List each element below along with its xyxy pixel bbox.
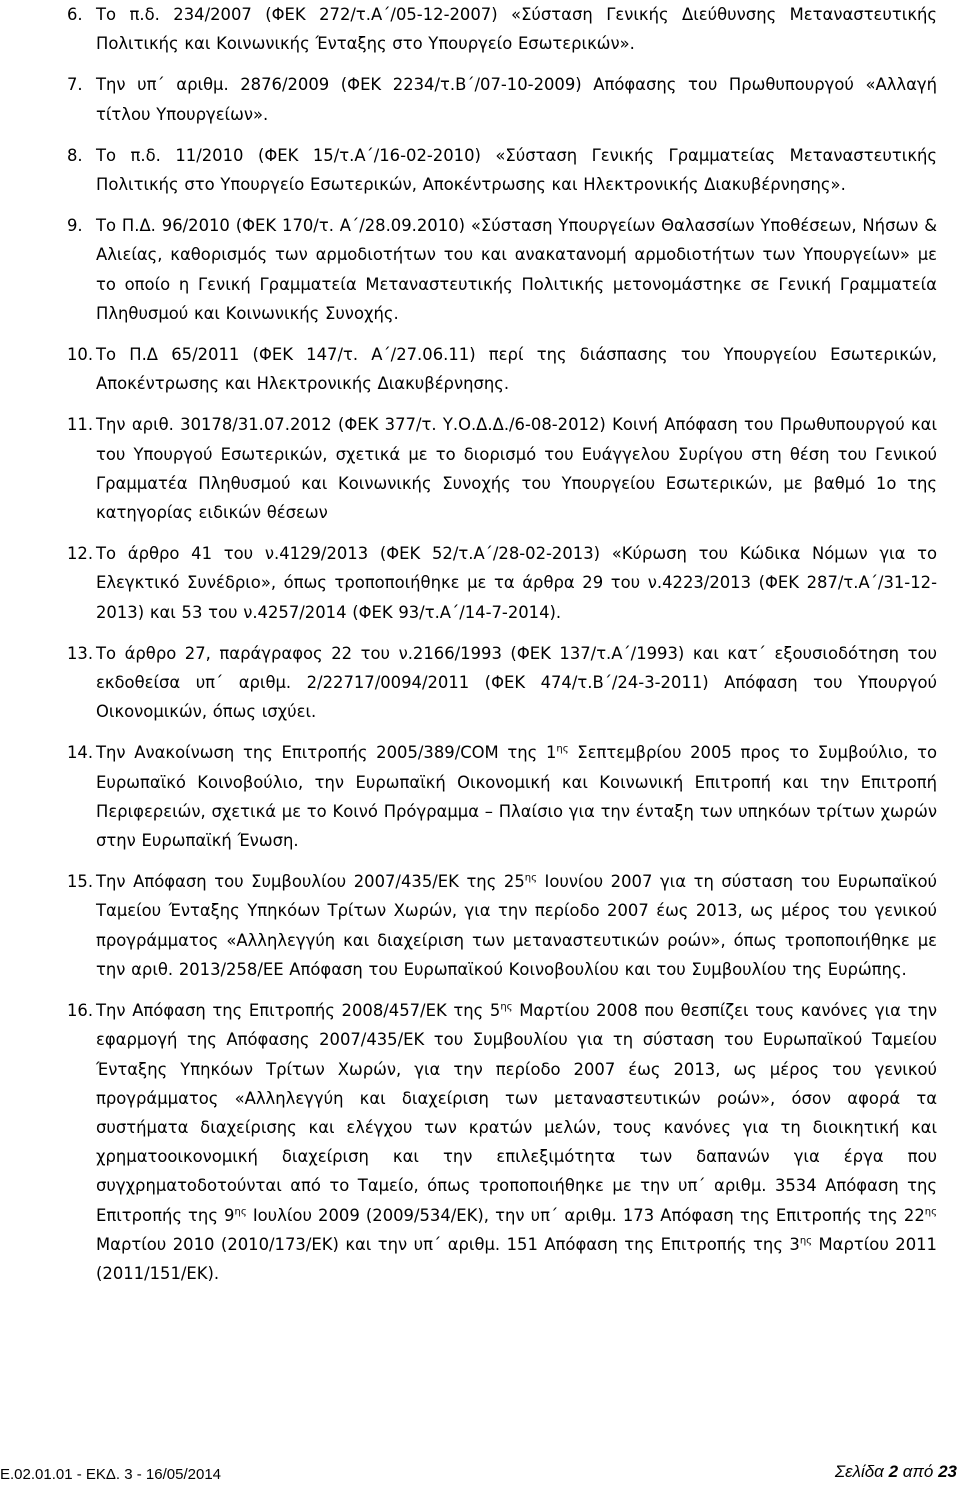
item-text-rest: Σεπτεμβρίου 2005 προς το Συμβούλιο, το Ευρωπαϊκό Κοινοβούλιο, την Ευρωπαϊκή Οικονομική και Κοινωνική Επιτροπή και την Επιτροπή Περιφερειών, σχετικά με το Κοινό Πρόγραμμα – Πλαίσιο για την ένταξη των υπηκόων τρίτων χωρών στην Ευρωπαϊκή Ένωση. [96,743,937,851]
item-number: 11. [67,415,94,435]
page-number: 2 [888,1462,899,1481]
item-number: 16. [67,1001,94,1021]
page-total: 23 [938,1462,957,1481]
item-text: Την αριθ. 30178/31.07.2012 (ΦΕΚ 377/τ. Υ.Ο.Δ.Δ./6-08-2012) Κοινή Απόφαση του Πρωθυπουργού και του Υπουργού Εσωτερικών, σχετικά με το διορισμό του Ευάγγελου Συρίγου στη θέση του Γενικού Γραμματέα Πληθυσμού και Κοινωνικής Συνοχής του Υπουργείου Εσωτερικών, με βαθμό 1ο της κατηγορίας ειδικών θέσεων [96,415,937,523]
item-text [94,738,937,855]
list-item [67,539,937,627]
list-item [67,340,937,398]
item-text: Το π.δ. 11/2010 (ΦΕΚ 15/τ.Α΄/16-02-2010) «Σύσταση Γενικής Γραμματείας Μεταναστευτικής Πολιτικής στο Υπουργείο Εσωτερικών, Αποκέντρωσης και Ηλεκτρονικής Διακυβέρνησης». [96,145,937,195]
ordinal-suffix: ης [924,1206,937,1218]
item-text: Την υπ΄ αριθμ. 2876/2009 (ΦΕΚ 2234/τ.Β΄/07-10-2009) Απόφασης του Πρωθυπουργού «Αλλαγή τίτλου Υπουργείων». [96,75,937,124]
item-text [94,996,937,1288]
item-text-lead: Την Ανακοίνωση της Επιτροπής 2005/389/COM της 1 [96,743,557,763]
list-item [67,639,937,727]
item-text-rest: Ιουνίου 2007 για τη σύσταση του Ευρωπαϊκού Ταμείου Ένταξης Υπηκόων Τρίτων Χωρών, για την περίοδο 2007 έως 2013, ως μέρος του γενικού προγράμματος «Αλληλεγγύη και διαχείριση των μεταναστευτικών ροών», όπως τροποποιήθηκε με την αριθ. 2013/258/ΕΕ Απόφαση του Ευρωπαϊκού Κοινοβουλίου και του Συμβουλίου της Ευρώπης. [96,872,938,979]
item-text: Το Π.Δ. 96/2010 (ΦΕΚ 170/τ. Α΄/28.09.2010) «Σύσταση Υπουργείων Θαλασσίων Υποθέσεων, Νήσων & Αλιείας, καθορισμός των αρμοδιοτήτων του και ανακατανομή αρμοδιοτήτων των Υπουργείων» με το οποίο η Γενική Γραμματεία Μεταναστευτικής Πολιτικής μετονομάστηκε σε Γενική Γραμματεία Πληθυσμού και Κοινωνικής Συνοχής. [96,216,937,323]
document-body [67,0,937,1288]
ordinal-suffix: ης [234,1206,247,1218]
item-number: 10. [67,345,94,365]
item-number: 13. [67,643,94,663]
list-item [67,70,937,128]
item-text-lead: Την Απόφαση της Επιτροπής 2008/457/ΕΚ της 5 [96,1001,501,1021]
ordinal-suffix: ης [524,872,537,884]
document-code: Ε.02.01.01 - ΕΚΔ. 3 - 16/05/2014 [0,1466,222,1483]
list-item [67,211,937,328]
list-item [67,0,937,58]
item-number: 8. [67,145,83,165]
item-text [94,867,937,984]
item-text-rest: Ιουλίου 2009 (2009/534/ΕΚ), την υπ΄ αριθμ. 173 Απόφαση της Επιτροπής της 22 [246,1205,925,1225]
item-number: 15. [67,872,94,892]
of-word: από [902,1462,934,1481]
list-item [67,867,937,984]
list-item [67,410,937,527]
page-indicator [835,1462,957,1482]
list-item [67,996,937,1288]
ordinal-suffix: ης [799,1235,813,1247]
page-word: Σελίδα [834,1462,884,1481]
ordinal-suffix: ης [556,744,569,755]
item-text: Το Π.Δ 65/2011 (ΦΕΚ 147/τ. Α΄/27.06.11) περί της διάσπασης του Υπουργείου Εσωτερικών, Αποκέντρωσης και Ηλεκτρονικής Διακυβέρνησης. [96,345,937,394]
item-text: Το άρθρο 27, παράγραφος 22 του ν.2166/1993 (ΦΕΚ 137/τ.Α΄/1993) και κατ΄ εξουσιοδότηση του εκδοθείσα υπ΄ αριθμ. 2/22717/0094/2011 (ΦΕΚ 474/τ.Β΄/24-3-2011) Απόφαση του Υπουργού Οικονομικών, όπως ισχύει. [96,643,937,722]
item-number: 7. [67,75,83,95]
item-text: Το άρθρο 41 του ν.4129/2013 (ΦΕΚ 52/τ.Α΄/28-02-2013) «Κύρωση του Κώδικα Νόμων για το Ελεγκτικό Συνέδριο», όπως τροποποιήθηκε με τα άρθρα 29 του ν.4223/2013 (ΦΕΚ 287/τ.Α΄/31-12-2013) και 53 του ν.4257/2014 (ΦΕΚ 93/τ.Α΄/14-7-2014). [96,544,937,622]
page-footer [0,1462,960,1488]
item-text-rest: Μαρτίου 2010 (2010/173/ΕΚ) και την υπ΄ αριθμ. 151 Απόφαση της Επιτροπής της 3 [96,1234,800,1254]
list-item [67,141,937,199]
ordinal-suffix: ης [500,1001,513,1013]
item-number: 6. [67,5,83,24]
item-text-rest: Μαρτίου 2008 που θεσπίζει τους κανόνες για την εφαρμογή της Απόφασης 2007/435/ΕΚ του Συμβουλίου για τη σύσταση του Ευρωπαϊκού Ταμείου Ένταξης Υπηκόων Τρίτων Χωρών, για την περίοδο 2007 έως 2013, ως μέρος του γενικού προγράμματος «Αλληλεγγύη και διαχείριση των μεταναστευτικών ροών», όσον αφορά τα συστήματα διαχείρισης και ελέγχου των κρατών μελών, τους κανόνες για τη διοικητική και χρηματοοικονομική διαχείριση και την επιλεξιμότητα των δαπανών για έργα που συγχρηματοδοτούνται από το Ταμείο, όπως τροποποιήθηκε με την υπ΄ αριθμ. 3534 Απόφαση της Επιτροπής της 9 [96,1001,937,1225]
list-item [67,738,937,855]
item-text-rest: Μαρτίου 2011 (2011/151/ΕΚ). [96,1234,937,1283]
item-text-lead: Την Απόφαση του Συμβουλίου 2007/435/ΕΚ της 25 [96,872,525,892]
item-number: 12. [67,544,94,564]
item-text: Το π.δ. 234/2007 (ΦΕΚ 272/τ.Α΄/05-12-2007) «Σύσταση Γενικής Διεύθυνσης Μεταναστευτικής Πολιτικής και Κοινωνικής Ένταξης στο Υπουργείο Εσωτερικών». [96,5,937,54]
item-number: 14. [67,743,94,763]
item-number: 9. [67,216,83,236]
